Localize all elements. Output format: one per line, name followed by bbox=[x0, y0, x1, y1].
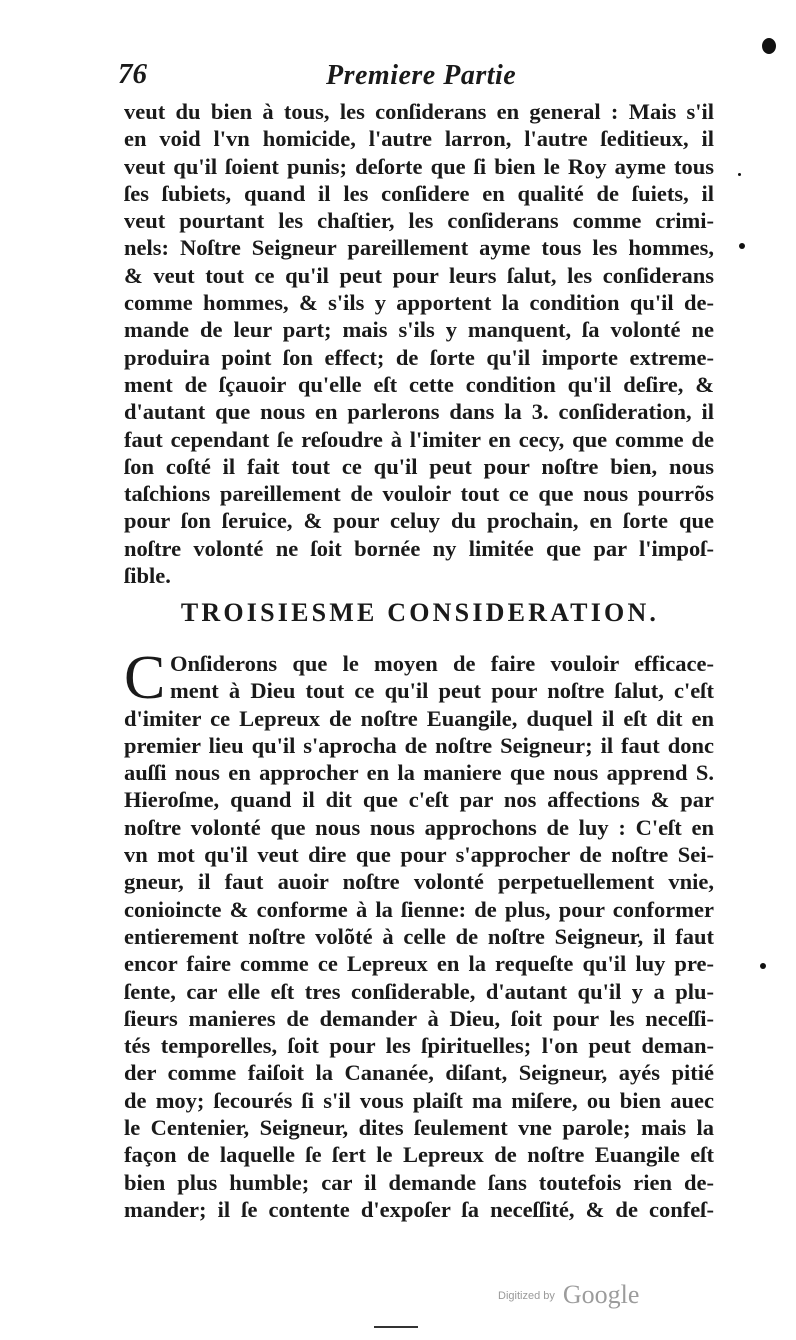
text-line: Hieroſme, quand il dit que c'eſt par nos affections & par bbox=[124, 787, 714, 813]
text-line: der comme faiſoit la Cananée, diſant, Seigneur, ayés pitié bbox=[124, 1060, 714, 1086]
text-line: d'autant que nous en parlerons dans la 3. conſideration, il bbox=[124, 399, 714, 425]
text-line: tés temporelles, ſoit pour les ſpirituelles; l'on peut deman- bbox=[124, 1033, 714, 1059]
text-line: le Centenier, Seigneur, dites ſeulement vne parole; mais la bbox=[124, 1115, 714, 1141]
page-number: 76 bbox=[118, 58, 147, 90]
text-line: ſieurs manieres de demander à Dieu, ſoit pour les neceſſi- bbox=[124, 1005, 714, 1031]
text-line: ſible. bbox=[124, 563, 171, 589]
text-line: nels: Noſtre Seigneur pareillement ayme tous les hommes, bbox=[124, 235, 714, 261]
ink-spot bbox=[762, 38, 776, 54]
text-line: premier lieu qu'il s'aprocha de noſtre Seigneur; il faut donc bbox=[124, 732, 714, 758]
running-head bbox=[118, 58, 738, 98]
text-line: gneur, il faut auoir noſtre volonté perpetuellement vnie, bbox=[124, 869, 714, 895]
paragraph-1 bbox=[124, 98, 714, 589]
paragraph-2 bbox=[124, 644, 714, 1223]
text-line: d'imiter ce Lepreux de noſtre Euangile, duquel il eſt dit en bbox=[124, 705, 714, 731]
margin-dot bbox=[739, 243, 745, 249]
text-line: Onſiderons que le moyen de faire vouloir efficace- bbox=[170, 651, 714, 676]
text-line: vn mot qu'il veut dire que pour s'approcher de noſtre Sei- bbox=[124, 842, 714, 868]
text-line: ſon coſté il fait tout ce qu'il peut pour noſtre bien, nous bbox=[124, 453, 714, 479]
digitized-label: Digitized by bbox=[498, 1290, 555, 1302]
digitized-watermark bbox=[498, 1280, 639, 1310]
text-line: de moy; ſecourés ſi s'il vous plaiſt ma miſere, ou bien auec bbox=[124, 1087, 714, 1113]
text-line: taſchions pareillement de vouloir tout ce que nous pourrõs bbox=[124, 481, 714, 507]
text-line: en void l'vn homicide, l'autre larron, l'autre ſeditieux, il bbox=[124, 126, 714, 152]
text-line: façon de laquelle ſe ſert le Lepreux de noſtre Euangile eſt bbox=[124, 1142, 714, 1168]
google-logo: Google bbox=[562, 1280, 640, 1309]
text-line: noſtre volonté que nous nous approchons de luy : C'eſt en bbox=[124, 814, 714, 840]
text-line: veut pourtant les chaſtier, les conſiderans comme crimi- bbox=[124, 208, 714, 234]
text-line: conioincte & conforme à la ſienne: de plus, pour conformer bbox=[124, 896, 714, 922]
text-line: ment à Dieu tout ce qu'il peut pour noſtre ſalut, c'eſt bbox=[170, 678, 714, 704]
text-line: ment de ſçauoir qu'elle eſt cette condition qu'il deſire, & bbox=[124, 371, 714, 397]
text-line: auſſi nous en approcher en la maniere que nous apprend S. bbox=[124, 760, 714, 786]
text-line: faut cependant ſe reſoudre à l'imiter en cecy, que comme de bbox=[124, 426, 714, 452]
text-line: bien plus humble; car il demande ſans toutefois rien de- bbox=[124, 1169, 714, 1195]
section-heading: TROISIESME CONSIDERATION. bbox=[180, 598, 660, 627]
text-line: ſente, car elle eſt tres conſiderable, d'autant qu'il y a plu- bbox=[124, 978, 714, 1004]
text-line: veut qu'il ſoient punis; deſorte que ſi bien le Roy ayme tous bbox=[124, 153, 714, 179]
bottom-rule bbox=[374, 1326, 418, 1328]
text-line: pour ſon ſeruice, & pour celuy du prochain, en ſorte que bbox=[124, 508, 714, 534]
text-line: & veut tout ce qu'il peut pour leurs ſalut, les conſiderans bbox=[124, 262, 714, 288]
text-line: entierement noſtre volõté à celle de noſtre Seigneur, il faut bbox=[124, 923, 714, 949]
text-line: encor faire comme ce Lepreux en la requeſte qu'il luy pre- bbox=[124, 951, 714, 977]
margin-dot bbox=[760, 963, 766, 969]
text-line: comme hommes, & s'ils y apportent la condition qu'il de- bbox=[124, 290, 714, 316]
drop-cap: C bbox=[124, 644, 166, 712]
text-line: noſtre volonté ne ſoit bornée ny limitée que par l'impoſ- bbox=[124, 535, 714, 561]
running-title: Premiere Partie bbox=[326, 60, 517, 91]
text-line: ſes ſubiets, quand il les conſidere en qualité de ſuiets, il bbox=[124, 180, 714, 206]
text-line: mande de leur part; mais s'ils y manquent, ſa volonté ne bbox=[124, 317, 714, 343]
text-line: veut du bien à tous, les conſiderans en general : Mais s'il bbox=[124, 99, 714, 124]
text-line: produira point ſon effect; de ſorte qu'il importe extreme- bbox=[124, 344, 714, 370]
margin-dot bbox=[738, 173, 741, 176]
text-line: mander; il ſe contente d'expoſer ſa neceſſité, & de confeſ- bbox=[124, 1196, 714, 1222]
